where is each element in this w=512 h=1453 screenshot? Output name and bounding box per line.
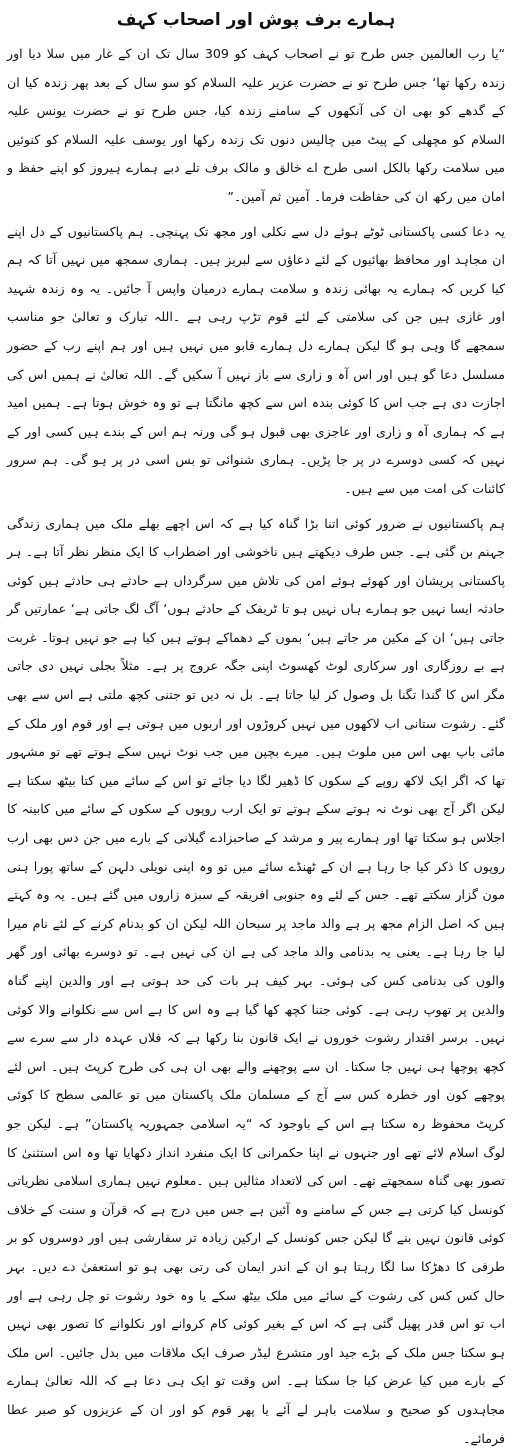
article-paragraph-1: “یا رب العالمین جس طرح تو نے اصحاب کہف کو 309 سال تک ان کے غار میں سلا دیا اور زندہ رکھا تھا‘ جس طرح تو نے حضرت عزیر علیہ السلام کو سو سال کے بعد پھر زندہ کیا ان کے گدھے کو بھی ان کی آنکھوں کے سامنے زندہ کیا، جس طرح تو نے حضرت یونس علیہ السلام کو مچھلی کے پیٹ میں چالیس دنوں تک زندہ رکھا اور یوسف علیہ السلام کو کنوئیں میں سلامت رکھا بالکل اسی طرح اے خالق و مالک برف تلے دبے ہمارے ہیروز کو اپنے حفظ و امان میں رکھ ان کی حفاظت فرما۔ آمین ثم آمین۔”: [7, 40, 505, 212]
article-title: ہمارے برف پوش اور اصحاب کہف: [7, 8, 505, 32]
article-paragraph-3: ہم پاکستانیوں نے ضرور کوئی اتنا بڑا گناہ کیا ہے کہ اس اچھے بھلے ملک میں ہماری زندگی جہنم بن گئی ہے۔ جس طرف دیکھتے ہیں ناخوشی اور اضطراب کا ایک منظر نظر آتا ہے۔ ہر پاکستانی پریشان اور کھوئے ہوئے امن کی تلاش میں سرگرداں ہے حادثے ہی حادثے ہیں کوئی حادثہ ایسا نہیں جو ہمارے ہاں نہیں ہو تا ٹریفک کے حادثے ہوں‘ آگ لگ جاتی ہے‘ عمارتیں گر جاتی ہیں‘ ان کے مکین مر جاتے ہیں‘ بموں کے دھماکے ہوتے ہیں کیا ہے جو نہیں ہوتا۔ غربت ہے بے روزگاری اور سرکاری لوٹ کھسوٹ اپنی جگہ عروج پر ہے۔ مثلاً بجلی نہیں دی جاتی مگر اس کا گندا تگنا بل وصول کر لیا جاتا ہے۔ بل نہ دیں تو جتنی کچھ ملتی ہے اس سے بھی گئے۔ رشوت ستانی اب لاکھوں میں نہیں کروڑوں اور اربوں میں ہوتی ہے اور قوم اور ملک کے مائی باپ بھی اس میں ملوث ہیں۔ میرے بچپن میں جب نوٹ نہیں سکے ہوتے تھے تو مشہور تھا کہ اگر ایک لاکھ روپے کے سکوں کا ڈھیر لگا دیا جائے تو اس کے سائے میں کتا بیٹھ سکتا ہے لیکن اگر آج بھی نوٹ نہ ہوتے سکے ہوتے تو ایک ارب روپوں کے سکوں کے سائے میں کابینہ کا اجلاس ہو سکتا تھا اور ہمارے پیر و مرشد کے صاحبزادے گیلانی کے بارے میں جن دس بھی ارب روپوں کا ذکر کیا جا رہا ہے ان کے ٹھنڈے سائے میں تو وہ اپنی نویلی دلہن کے ساتھ پورا ہنی مون گزار سکتے تھے۔ جس کے لئے وہ جنوبی افریقہ کے سبزہ زاروں میں گئے ہیں۔ یہ وہ کہتے ہیں کہ اصل الزام مجھ پر ہے والد ماجد پر سبحان اللہ لیکن ان کو بدنام کرنے کے لئے نام میرا لیا جا رہا ہے۔ یعنی یہ بدنامی والد ماجد کی ہے ان کی نہیں ہے۔ تو دوسرے بھائی اور گھر والوں کی بدنامی کس کی ہوئی۔ بہر کیف ہر بات کی حد ہوتی ہے اور والدین اپنے گناہ والدین پر تھوپ رہی ہے۔ کوئی جتنا کچھ کھا گیا ہے وہ اس کا ہے اس سے نکلوانے والا کوئی نہیں۔ برسر اقتدار رشوت خوروں نے ایک قانون بنا رکھا ہے کہ فلاں عہدہ دار سے سرے سے کچھ پوچھا ہی نہیں جا سکتا۔ ان سے پوچھنے والے بھی ان ہی کی طرح کرپٹ ہیں۔ اس لئے پوچھے کون اور خطرہ کس سے آج کے مسلمان ملک پاکستان میں تو عالمی سطح کا کوئی کرپٹ محفوظ رہ سکتا ہے اس کے باوجود کہ “یہ اسلامی جمہوریہ پاکستان” ہے۔ لیکن جو لوگ اسلام لائے تھے اور جنہوں نے اپنا حکمرانی کا ایک منفرد انداز دکھایا تھا وہ اس استثنیٰ کا تصور بھی گناہ سمجھتے تھے۔ اس کی لاتعداد مثالیں ہیں ۔معلوم نہیں ہماری اسلامی نظریاتی کونسل کیا کرتی ہے جس کے سامنے وہ آئین ہے جس میں درج ہے کہ قرآن و سنت کے خلاف کوئی قانون نہیں بنے گا لیکن جس کونسل کے ارکین زیادہ تر سفارشی ہیں اور دوسروں کو بر طرفی کا دھڑکا سا لگا رہتا ہو ان کے اندر ایمان کی رتی بھی ہو تو استعفیٰ دے دیں۔ بہر حال کس کس کی رشوت کے سائے میں ملک بیٹھ سکے یا وہ خود رشوت تو چل رہی ہے اور اب تو اس قدر پھیل گئی ہے کہ اس کے بغیر کوئی کام کروانے اور نکلوانے کا تصور بھی نہیں ہو سکتا جس ملک کے بڑے جید اور متشرع لیڈر صرف ایک ملاقات میں بدل جائیں۔ اس ملک کے بارے میں کیا عرض کیا جا سکتا ہے۔ اس وقت تو ایک ہی دعا ہے کہ اللہ تعالیٰ ہمارے مجاہدوں کو صحیح و سلامت باہر لے آئے یا پھر قوم کو اور ان کے عزیزوں کو صبر عطا فرمائے۔: [7, 510, 505, 1453]
article-paragraph-2: یہ دعا کسی پاکستانی ٹوٹے ہوئے دل سے نکلی اور مجھ تک پہنچی۔ ہم پاکستانیوں کے دل اپنے ان مجاہد اور محافظ بھائیوں کے لئے دعاؤں سے لبریز ہیں۔ ہماری سمجھ میں نہیں آتا کہ ہم کیا کریں کہ ہمارے یہ بھائی زندہ و سلامت ہمارے درمیان واپس آ جائیں۔ یہ وہ زندہ شہید اور غازی ہیں جن کی سلامتی کے لئے قوم تڑپ رہی ہے ۔اللہ تبارک و تعالیٰ جو مناسب سمجھے گا وہی ہو گا لیکن ہمارے دل ہمارے قابو میں نہیں ہیں اور ہم اپنے رب کے حضور مسلسل دعا گو ہیں اور اس آہ و زاری سے باز نہیں آ سکیں گے۔ اللہ تعالیٰ نے ہمیں اس کی اجازت دی ہے جب اس کا کوئی بندہ اس سے کچھ مانگتا ہے تو وہ خوش ہوتا ہے۔ ہمیں امید ہے کہ ہماری آہ و زاری اور عاجزی بھی قبول ہو گی ورنہ ہم اس کے بندے ہیں کسی اور کے نہیں کہ کسی دوسرے در پر جا پڑیں۔ ہماری شنوائی تو بس اسی در پر ہو گی۔ ہم سرور کائنات کی امت میں سے ہیں۔: [7, 218, 505, 504]
